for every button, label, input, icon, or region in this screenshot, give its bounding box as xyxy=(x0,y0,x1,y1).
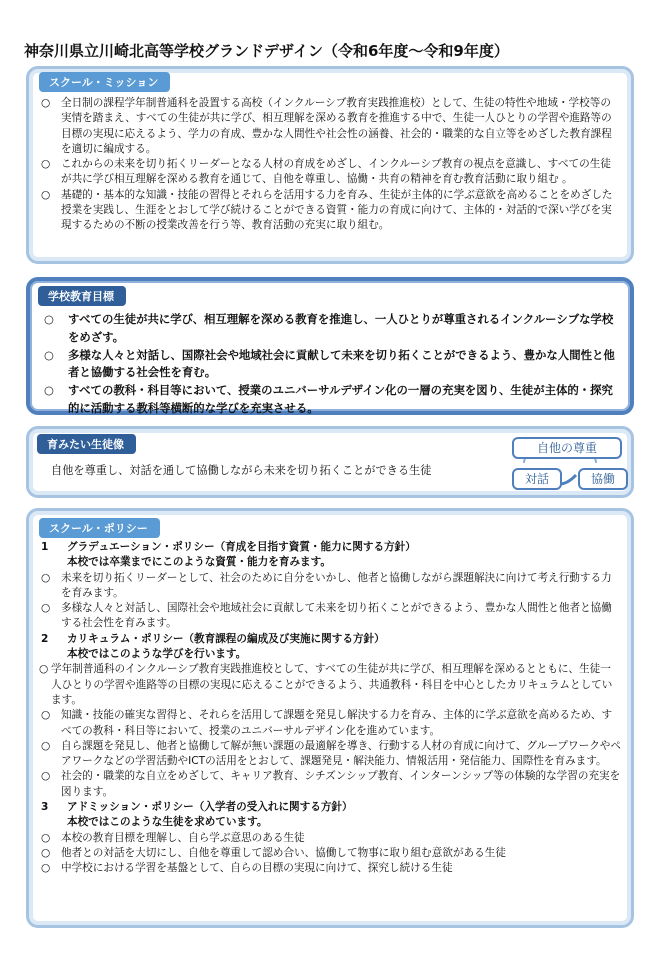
policy-item: ○ 知識・技能の確実な習得と、それらを活用して課題を発見し解決する力を育み、主体的に学ぶ意欲を高めるため、すべての教科・科目等において、授業のユニバーサルデザイン化を進めています。 xyxy=(41,709,613,737)
policy-item: ○ 未来を切り拓くリーダーとして、社会のために自分をいかし、他者と協働しながら課題解決に向けて考え行動する力を育みます。 xyxy=(41,571,612,599)
goals-panel xyxy=(26,277,634,415)
policy-subheading: 本校ではこのような生徒を求めています。 xyxy=(67,816,268,829)
diagram-dialogue: 対話 xyxy=(512,468,562,490)
policy-label: スクール・ポリシー xyxy=(39,518,160,538)
mission-label: スクール・ミッション xyxy=(39,72,170,92)
mission-panel xyxy=(26,66,634,264)
policy-heading: 2 カリキュラム・ポリシー（教育課程の編成及び実施に関する方針） xyxy=(41,632,385,645)
policy-item: ○ 中学校における学習を基盤として、自らの目標の実現に向けて、探究し続ける生徒 xyxy=(39,861,621,876)
goal-item: ○ すべての教科・科目等において、授業のユニバーサルデザイン化の一層の充実を図り、生徒が主体的・探究的に活動する教科等横断的な学びを充実させる。 xyxy=(44,383,613,415)
mission-list xyxy=(39,96,621,234)
mission-item: ○ 全日制の課程学年制普通科を設置する高校（インクルーシブ教育実践推進校）として、生徒の特性や地域・学校等の実情を踏まえ、すべての生徒が共に学び、相互理解を深める教育を推進する中で、生徒一人ひとりの学習や進路等の目標の実現に応えるよう、学力の育成、豊かな人間性や社会性の涵養、社会的・職業的な自立等をめざした教育課程を適切に編成する。 xyxy=(41,97,612,155)
policy-panel xyxy=(26,508,634,928)
policy-item: ○ 多様な人々と対話し、国際社会や地域社会に貢献して未来を切り拓くことができるよう、豊かな人間性と他者と協働する社会性を育みます。 xyxy=(41,602,612,630)
policy-heading: 1 グラデュエーション・ポリシー（育成を目指す資質・能力に関する方針） xyxy=(41,541,416,553)
circle-bullet-icon: ○ xyxy=(41,602,51,615)
mission-item: ○ これからの未来を切り拓くリーダーとなる人材の育成をめざし、インクルーシブ教育の視点を意識し、すべての生徒が共に学び相互理解を深める教育を通じて、自他を尊重し、協働・共育の精神を育む教育活動に取り組む 。 xyxy=(41,158,611,186)
policy-body xyxy=(39,540,621,877)
goals-list xyxy=(42,311,618,418)
circle-bullet-icon: ○ xyxy=(41,770,51,783)
circle-bullet-icon: ○ xyxy=(41,831,51,844)
circle-bullet-icon: ○ xyxy=(44,383,54,398)
policy-item: ○ 社会的・職業的な自立をめざして、キャリア教育、シチズンシップ教育、インターンシップ等の体験的な学習の充実を図ります。 xyxy=(41,770,621,798)
circle-bullet-icon: ○ xyxy=(41,188,51,201)
circle-bullet-icon: ○ xyxy=(41,709,51,722)
circle-bullet-icon: ○ xyxy=(41,158,51,171)
policy-item: ○ 他者との対話を大切にし、自他を尊重して認め合い、協働して物事に取り組む意欲がある生徒 xyxy=(39,846,621,861)
policy-item: ○ 学年制普通科のインクルーシブ教育実践推進校として、すべての生徒が共に学び、相互理解を深めるとともに、生徒一人ひとりの学習や進路等の目標の実現に応えることができるよう、共通教科・科目を中心としたカリキュラムとしています。 xyxy=(39,663,613,706)
policy-subheading: 本校では卒業までにこのような資質・能力を育みます。 xyxy=(67,556,331,569)
student-text: 自他を尊重し、対話を通して協働しながら未来を切り拓くことができる生徒 xyxy=(51,464,432,477)
diagram-collaboration: 協働 xyxy=(578,468,628,490)
circle-bullet-icon: ○ xyxy=(44,347,54,362)
policy-item: ○ 自ら課題を発見し、他者と協働して解が無い課題の最適解を導き、行動する人材の育成に向けて、グループワークやペアワークなどの学習活動やICTの活用をとおして、課題発見・解決能力、情報活用・発信能力、国際性を育みます。 xyxy=(41,739,621,768)
goal-item: ○ 多様な人々と対話し、国際社会や地域社会に貢献して未来を切り拓くことができるよう、豊かな人間性と他者と協働する社会性を育む。 xyxy=(44,347,615,380)
student-label: 育みたい生徒像 xyxy=(37,434,136,454)
page-title: 神奈川県立川崎北高等学校グランドデザイン（令和6年度～令和9年度） xyxy=(24,42,509,60)
circle-bullet-icon: ○ xyxy=(41,739,51,752)
circle-bullet-icon: ○ xyxy=(44,312,54,326)
circle-bullet-icon: ○ xyxy=(39,663,49,676)
goal-item: ○ すべての生徒が共に学び、相互理解を深める教育を推進し、一人ひとりが尊重されるインクルーシブな学校をめざす。 xyxy=(44,312,614,344)
policy-heading: 3 アドミッション・ポリシー（入学者の受入れに関する方針） xyxy=(41,801,353,814)
circle-bullet-icon: ○ xyxy=(41,862,51,875)
policy-item: ○ 本校の教育目標を理解し、自ら学ぶ意思のある生徒 xyxy=(39,831,621,846)
circle-bullet-icon: ○ xyxy=(41,571,51,584)
policy-subheading: 本校ではこのような学びを行います。 xyxy=(67,648,247,661)
circle-bullet-icon: ○ xyxy=(41,97,51,109)
circle-bullet-icon: ○ xyxy=(41,846,51,859)
diagram-self-respect: 自他の尊重 xyxy=(512,437,622,459)
goals-label: 学校教育目標 xyxy=(38,286,126,306)
student-panel xyxy=(26,426,634,498)
mission-item: ○ 基礎的・基本的な知識・技能の習得とそれらを活用する力を育み、生徒が主体的に学ぶ意欲を高めることをめざした授業を実践し、生涯をとおして学び続けることができる資質・能力の育成に向けて、主体的・対話的で深い学びを実現するための不断の授業改善を行う等、教育活動の充実に取り組む。 xyxy=(41,188,613,232)
